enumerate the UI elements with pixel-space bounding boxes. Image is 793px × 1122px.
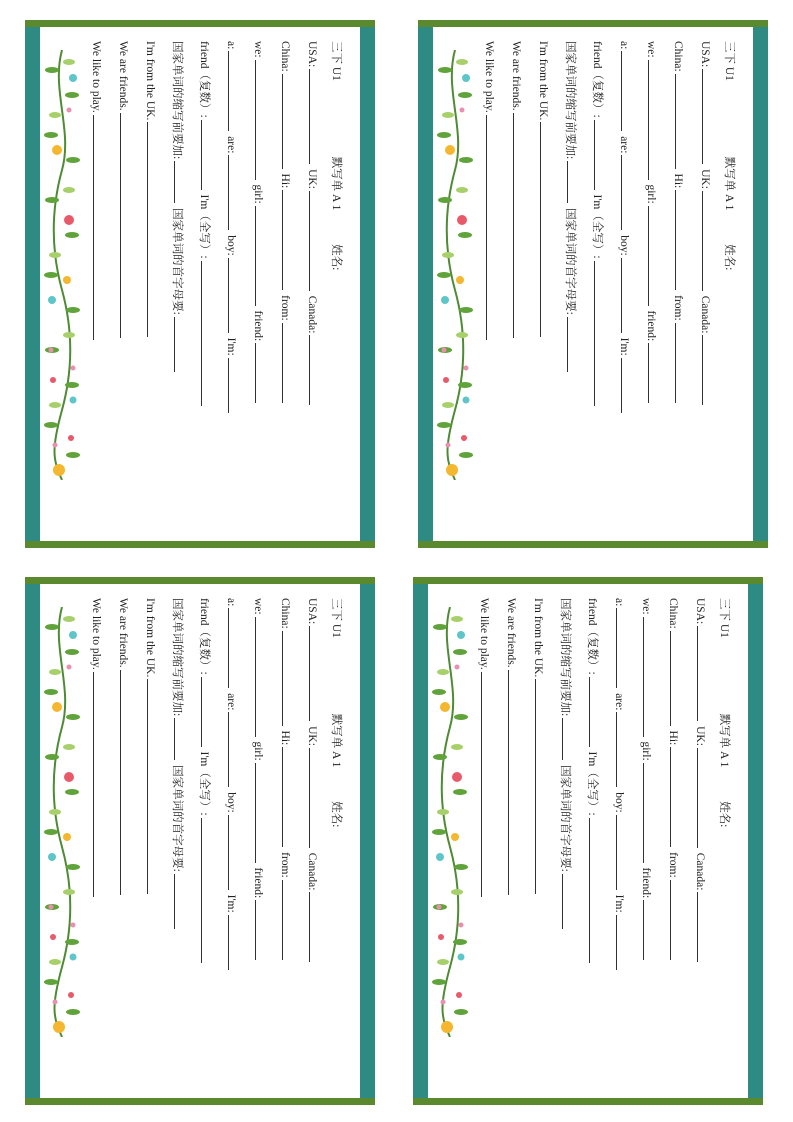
frame-top — [25, 577, 375, 584]
answer-blank[interactable] — [309, 892, 324, 962]
rotated-text-block — [85, 584, 355, 1098]
frame-right — [360, 584, 375, 1098]
row-4 — [218, 41, 244, 415]
sentence-1: I'm from the UK. — [144, 41, 156, 121]
row-7 — [137, 41, 163, 339]
row-1 — [299, 41, 325, 407]
row-4 — [218, 598, 244, 972]
sentence-2: We are friends. — [505, 598, 517, 668]
label-from: from: — [667, 852, 679, 878]
label-are: are: — [225, 693, 237, 711]
label-canada: Canada: — [306, 852, 318, 891]
label-friend: friend: — [252, 867, 264, 899]
label-friend: friend: — [640, 867, 652, 899]
answer-blank[interactable] — [309, 191, 324, 291]
answer-blank[interactable] — [621, 258, 636, 333]
label-im-full: I'm（全写）: — [586, 751, 598, 816]
label-hi: Hi: — [667, 730, 679, 746]
frame-bottom — [25, 1098, 375, 1105]
answer-blank[interactable] — [201, 261, 216, 406]
row-3 — [245, 41, 271, 405]
worksheet-card — [25, 20, 375, 548]
answer-blank[interactable] — [567, 317, 582, 372]
label-a: a: — [225, 41, 237, 50]
row-5 — [191, 41, 217, 408]
answer-blank[interactable] — [594, 120, 609, 190]
sentence-2: We are friends. — [117, 41, 129, 111]
answer-blank[interactable] — [616, 915, 631, 970]
label-usa: USA: — [306, 598, 318, 625]
label-boy: boy: — [225, 792, 237, 813]
answer-blank[interactable] — [648, 60, 663, 180]
row-7 — [137, 598, 163, 896]
answer-blank[interactable] — [201, 677, 216, 747]
row-7 — [525, 598, 551, 896]
label-are: are: — [618, 136, 630, 154]
answer-blank[interactable] — [228, 155, 243, 230]
label-boy: boy: — [225, 235, 237, 256]
row-2 — [272, 41, 298, 405]
row-6 — [164, 41, 190, 374]
row-9 — [476, 41, 502, 342]
label-friend-plural: friend（复数）: — [198, 41, 210, 118]
label-im: I'm: — [618, 337, 630, 356]
label-are: are: — [225, 136, 237, 154]
row-8 — [110, 41, 136, 340]
answer-blank[interactable] — [562, 874, 577, 929]
flower-vine-decoration — [43, 607, 81, 1037]
answer-blank[interactable] — [589, 818, 604, 963]
answer-blank[interactable] — [228, 712, 243, 787]
worksheet-subtitle: 默写单 A 1 — [330, 713, 342, 768]
frame-left — [25, 584, 40, 1098]
sentence-3: We like to play. — [90, 41, 102, 113]
frame-top — [25, 20, 375, 27]
worksheet-title: 三下 U1 — [718, 598, 730, 638]
header-line — [323, 41, 349, 270]
row-2 — [272, 598, 298, 962]
answer-blank[interactable] — [648, 343, 663, 403]
worksheet-title: 三下 U1 — [723, 41, 735, 81]
answer-blank[interactable] — [255, 60, 270, 180]
answer-blank[interactable] — [255, 900, 270, 960]
label-usa: USA: — [694, 598, 706, 625]
answer-blank[interactable] — [567, 161, 582, 203]
frame-bottom — [413, 1098, 763, 1105]
answer-blank[interactable] — [282, 747, 297, 847]
answer-blank[interactable] — [675, 323, 690, 403]
answer-blank[interactable] — [228, 358, 243, 413]
label-from: from: — [279, 852, 291, 878]
answer-blank[interactable] — [282, 323, 297, 403]
answer-blank[interactable] — [675, 74, 690, 169]
label-china: China: — [667, 598, 679, 629]
row-8 — [110, 598, 136, 897]
label-from: from: — [672, 295, 684, 321]
answer-blank[interactable] — [147, 122, 162, 337]
header-line — [716, 41, 742, 270]
label-a: a: — [618, 41, 630, 50]
frame-bottom — [25, 541, 375, 548]
row-3 — [245, 598, 271, 962]
frame-top — [413, 577, 763, 584]
label-country-abbrev: 国家单词的缩写前要加: — [171, 41, 183, 160]
label-hi: Hi: — [672, 173, 684, 189]
row-1 — [687, 598, 713, 964]
row-4 — [606, 598, 632, 972]
rotated-text-block — [85, 27, 355, 541]
name-label: 姓名: — [718, 801, 730, 828]
answer-blank[interactable] — [255, 343, 270, 403]
row-5 — [191, 598, 217, 965]
label-im-full: I'm（全写）: — [591, 194, 603, 259]
worksheet-card — [418, 20, 768, 548]
answer-blank[interactable] — [255, 206, 270, 306]
row-1 — [299, 598, 325, 964]
answer-blank[interactable] — [309, 626, 324, 721]
label-canada: Canada: — [306, 295, 318, 334]
worksheet-subtitle: 默写单 A 1 — [723, 156, 735, 211]
sentence-1: I'm from the UK. — [537, 41, 549, 121]
answer-blank[interactable] — [255, 617, 270, 737]
label-hi: Hi: — [279, 730, 291, 746]
row-3 — [633, 598, 659, 962]
row-2 — [665, 41, 691, 405]
answer-blank[interactable] — [93, 115, 108, 340]
answer-blank[interactable] — [648, 206, 663, 306]
answer-blank[interactable] — [228, 258, 243, 333]
sentence-2: We are friends. — [510, 41, 522, 111]
answer-blank[interactable] — [621, 51, 636, 131]
worksheet-content — [478, 27, 748, 541]
label-country-capital: 国家单词的首字母要: — [559, 765, 571, 872]
row-7 — [530, 41, 556, 339]
label-uk: UK: — [306, 169, 318, 189]
row-9 — [83, 41, 109, 342]
answer-blank[interactable] — [174, 161, 189, 203]
flower-vine-decoration — [431, 607, 469, 1037]
answer-blank[interactable] — [120, 670, 135, 895]
worksheet-title: 三下 U1 — [330, 598, 342, 638]
row-9 — [83, 598, 109, 899]
worksheet-card — [25, 577, 375, 1105]
answer-blank[interactable] — [675, 190, 690, 290]
label-usa: USA: — [306, 41, 318, 68]
answer-blank[interactable] — [670, 880, 685, 960]
worksheet-subtitle: 默写单 A 1 — [718, 713, 730, 768]
worksheet-content — [85, 27, 355, 541]
row-8 — [503, 41, 529, 340]
frame-top — [418, 20, 768, 27]
answer-blank[interactable] — [282, 631, 297, 726]
answer-blank[interactable] — [562, 718, 577, 760]
answer-blank[interactable] — [120, 113, 135, 338]
label-country-capital: 国家单词的首字母要: — [171, 208, 183, 315]
row-2 — [660, 598, 686, 962]
label-canada: Canada: — [699, 295, 711, 334]
row-6 — [164, 598, 190, 931]
rotated-text-block — [478, 27, 748, 541]
answer-blank[interactable] — [621, 358, 636, 413]
label-friend: friend: — [645, 310, 657, 342]
answer-blank[interactable] — [255, 763, 270, 863]
label-usa: USA: — [699, 41, 711, 68]
answer-blank[interactable] — [540, 122, 555, 337]
row-8 — [498, 598, 524, 897]
answer-blank[interactable] — [282, 74, 297, 169]
header-line — [711, 598, 737, 827]
label-country-abbrev: 国家单词的缩写前要加: — [559, 598, 571, 717]
row-5 — [579, 598, 605, 965]
answer-blank[interactable] — [670, 747, 685, 847]
answer-blank[interactable] — [702, 335, 717, 405]
row-6 — [552, 598, 578, 931]
label-country-capital: 国家单词的首字母要: — [564, 208, 576, 315]
flower-vine-decoration — [436, 50, 474, 480]
answer-blank[interactable] — [616, 712, 631, 787]
label-girl: girl: — [252, 741, 264, 761]
answer-blank[interactable] — [643, 763, 658, 863]
worksheet-card — [413, 577, 763, 1105]
label-im-full: I'm（全写）: — [198, 751, 210, 816]
label-country-abbrev: 国家单词的缩写前要加: — [171, 598, 183, 717]
sentence-3: We like to play. — [90, 598, 102, 670]
sentence-1: I'm from the UK. — [532, 598, 544, 678]
answer-blank[interactable] — [309, 335, 324, 405]
frame-left — [413, 584, 428, 1098]
worksheet-content — [85, 584, 355, 1098]
answer-blank[interactable] — [697, 748, 712, 848]
label-boy: boy: — [618, 235, 630, 256]
label-friend: friend: — [252, 310, 264, 342]
frame-left — [25, 27, 40, 541]
answer-blank[interactable] — [508, 670, 523, 895]
answer-blank[interactable] — [174, 874, 189, 929]
answer-blank[interactable] — [486, 115, 501, 340]
label-we: we: — [640, 598, 652, 615]
label-uk: UK: — [699, 169, 711, 189]
sentence-2: We are friends. — [117, 598, 129, 668]
label-canada: Canada: — [694, 852, 706, 891]
row-6 — [557, 41, 583, 374]
answer-blank[interactable] — [594, 261, 609, 406]
flower-vine-decoration — [43, 50, 81, 480]
label-girl: girl: — [640, 741, 652, 761]
label-boy: boy: — [613, 792, 625, 813]
answer-blank[interactable] — [228, 915, 243, 970]
worksheet-subtitle: 默写单 A 1 — [330, 156, 342, 211]
frame-right — [753, 27, 768, 541]
answer-blank[interactable] — [697, 892, 712, 962]
label-we: we: — [645, 41, 657, 58]
answer-blank[interactable] — [201, 818, 216, 963]
answer-blank[interactable] — [282, 190, 297, 290]
name-label: 姓名: — [330, 801, 342, 828]
answer-blank[interactable] — [481, 672, 496, 897]
label-im-full: I'm（全写）: — [198, 194, 210, 259]
row-4 — [611, 41, 637, 415]
answer-blank[interactable] — [670, 631, 685, 726]
sentence-3: We like to play. — [478, 598, 490, 670]
answer-blank[interactable] — [309, 69, 324, 164]
label-china: China: — [279, 598, 291, 629]
label-hi: Hi: — [279, 173, 291, 189]
frame-bottom — [418, 541, 768, 548]
name-label: 姓名: — [723, 244, 735, 271]
label-country-capital: 国家单词的首字母要: — [171, 765, 183, 872]
sentence-3: We like to play. — [483, 41, 495, 113]
label-im: I'm: — [225, 894, 237, 913]
row-9 — [471, 598, 497, 899]
answer-blank[interactable] — [621, 155, 636, 230]
frame-left — [418, 27, 433, 541]
label-a: a: — [613, 598, 625, 607]
label-im: I'm: — [225, 337, 237, 356]
label-uk: UK: — [694, 726, 706, 746]
answer-blank[interactable] — [513, 113, 528, 338]
frame-right — [360, 27, 375, 541]
answer-blank[interactable] — [643, 900, 658, 960]
worksheet-content — [473, 584, 743, 1098]
answer-blank[interactable] — [589, 677, 604, 747]
name-label: 姓名: — [330, 244, 342, 271]
label-girl: girl: — [252, 184, 264, 204]
worksheet-title: 三下 U1 — [330, 41, 342, 81]
label-are: are: — [613, 693, 625, 711]
answer-blank[interactable] — [282, 880, 297, 960]
answer-blank[interactable] — [643, 617, 658, 737]
label-we: we: — [252, 598, 264, 615]
label-china: China: — [279, 41, 291, 72]
answer-blank[interactable] — [309, 748, 324, 848]
answer-blank[interactable] — [702, 69, 717, 164]
sentence-1: I'm from the UK. — [144, 598, 156, 678]
label-country-abbrev: 国家单词的缩写前要加: — [564, 41, 576, 160]
label-we: we: — [252, 41, 264, 58]
answer-blank[interactable] — [535, 679, 550, 894]
label-friend-plural: friend（复数）: — [198, 598, 210, 675]
answer-blank[interactable] — [228, 608, 243, 688]
answer-blank[interactable] — [93, 672, 108, 897]
answer-blank[interactable] — [174, 718, 189, 760]
answer-blank[interactable] — [702, 191, 717, 291]
answer-blank[interactable] — [697, 626, 712, 721]
answer-blank[interactable] — [228, 815, 243, 890]
label-a: a: — [225, 598, 237, 607]
row-3 — [638, 41, 664, 405]
label-china: China: — [672, 41, 684, 72]
label-uk: UK: — [306, 726, 318, 746]
row-1 — [692, 41, 718, 407]
label-im: I'm: — [613, 894, 625, 913]
frame-right — [748, 584, 763, 1098]
label-from: from: — [279, 295, 291, 321]
rotated-text-block — [473, 584, 743, 1098]
answer-blank[interactable] — [174, 317, 189, 372]
label-girl: girl: — [645, 184, 657, 204]
answer-blank[interactable] — [616, 815, 631, 890]
answer-blank[interactable] — [616, 608, 631, 688]
label-friend-plural: friend（复数）: — [586, 598, 598, 675]
answer-blank[interactable] — [201, 120, 216, 190]
answer-blank[interactable] — [228, 51, 243, 131]
answer-blank[interactable] — [147, 679, 162, 894]
label-friend-plural: friend（复数）: — [591, 41, 603, 118]
header-line — [323, 598, 349, 827]
row-5 — [584, 41, 610, 408]
